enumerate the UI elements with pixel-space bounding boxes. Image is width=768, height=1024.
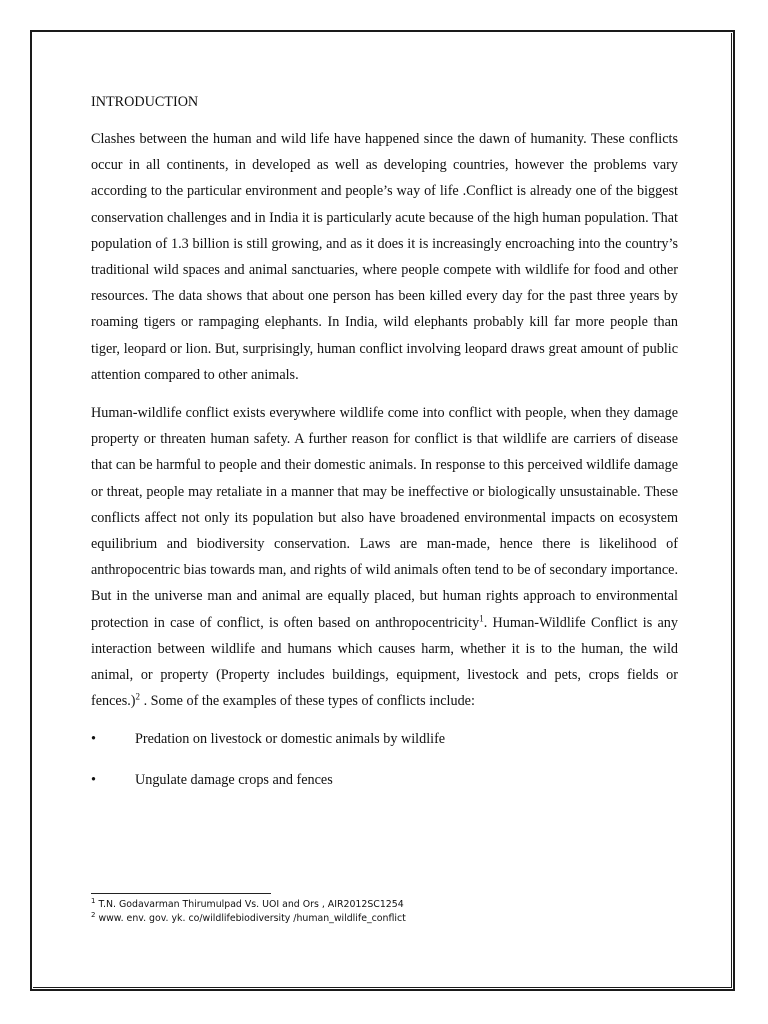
examples-list [91,726,678,792]
footnote-text: www. env. gov. yk. co/wildlifebiodiversity /human_wildlife_conflict [95,913,406,924]
bullet-icon: • [91,771,96,788]
footnote-marker: 2 [91,910,96,919]
paragraph-conflict-part1: Human-wildlife conflict exists everywhere wildlife come into conflict with people, when they damage property or threaten human safety. A further reason for conflict is that wildlife are carriers of disease that can be harmful to people and their domestic animals. In response to this perceived wildlife damage or threat, people may retaliate in a manner that may be ineffective or biologically unsustainable. These conflicts affect not only its population but also have broadened environmental impacts on ecosystem equilibrium and biodiversity conservation. Laws are man-made, hence there is likelihood of anthropocentric bias towards man, and rights of wild animals often tend to be of secondary importance. But in the universe man and animal are equally placed, but human rights approach to environmental protection in case of conflict, is often based on anthropocentricity [91,405,678,631]
footnote-2 [91,912,678,926]
paragraph-intro: Clashes between the human and wild life have happened since the dawn of humanity. These conflicts occur in all continents, in developed as well as developing countries, however the problems vary according to the particular environment and people’s way of life .Conflict is already one of the biggest conservation challenges and in India it is particularly acute because of the high human population. That population of 1.3 billion is still growing, and as it does it is increasingly encroaching into the country’s traditional wild spaces and animal sanctuaries, where people compete with wildlife for food and other resources. The data shows that about one person has been killed every day for the past three years by roaming tigers or rampaging elephants. In India, wild elephants probably kill far more people than tiger, leopard or lion. But, surprisingly, human conflict involving leopard draws great amount of public attention compared to other animals. [91,131,678,383]
footnote-text: T.N. Godavarman Thirumulpad Vs. UOI and Ors , AIR2012SC1254 [95,899,404,910]
list-item-text: Predation on livestock or domestic animals by wildlife [135,731,446,748]
paragraph-conflict-part3: . Some of the examples of these types of conflicts include: [140,693,475,710]
footnote-ref-2: 2 [135,691,141,702]
paragraph-conflict [91,400,678,714]
footnote-marker: 1 [91,896,96,905]
footnote-ref-1: 1 [479,612,484,623]
paragraph-conflict-part2: . Human-Wildlife Conflict is any interaction between wildlife and humans which causes harm, whether it is to the human, the wild animal, or property (Property includes buildings, equipment, livestock and pets, crops fields or fences.) [91,614,678,710]
list-item-text: Ungulate damage crops and fences [135,771,333,788]
bullet-icon: • [91,731,96,748]
footnote-divider [91,893,271,894]
footnote-1 [91,898,678,912]
list-item [91,726,678,752]
footnotes-section [91,893,678,926]
section-heading: INTRODUCTION [91,94,199,110]
document-body [91,90,678,807]
list-item [91,767,678,793]
